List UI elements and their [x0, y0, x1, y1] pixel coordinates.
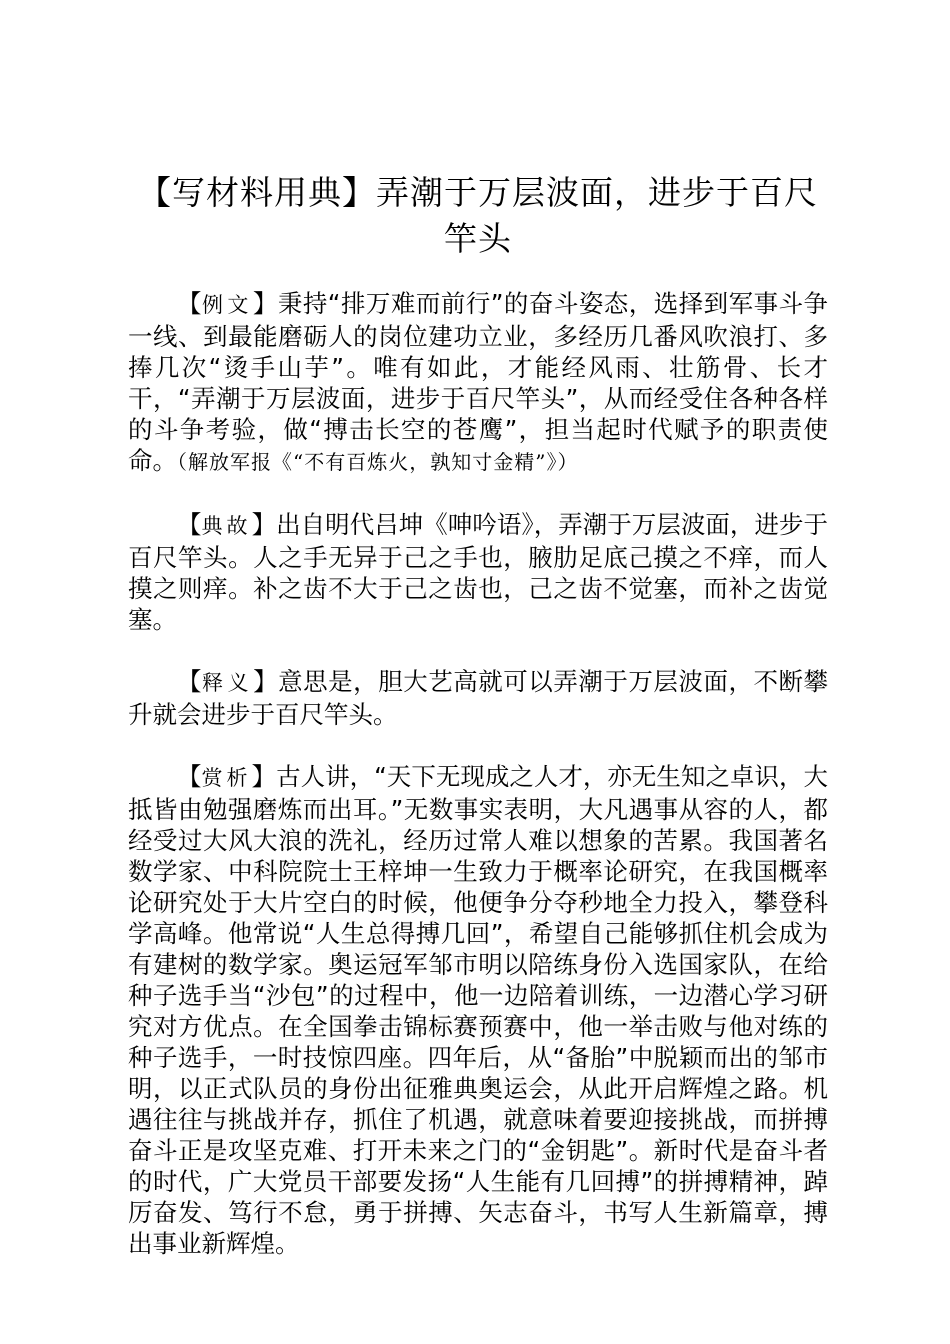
section-body-allusion: 出自明代吕坤《呻吟语》，弄潮于万层波面，进步于百尺竿头。人之手无异于己之手也，腋肋足底己摸之不痒，而人摸之则痒。补之齿不大于己之齿也，己之齿不觉塞，而补之齿觉塞。 [128, 510, 829, 634]
section-meaning [128, 666, 828, 730]
section-tag-example: 例文 [201, 293, 253, 317]
tag-close-bracket: 】 [251, 510, 277, 539]
section-source-citation: （解放军报《“不有百炼火，孰知寸金精”》） [177, 450, 579, 474]
section-tag-meaning: 释义 [202, 671, 254, 695]
section-example [128, 288, 828, 478]
section-body-meaning: 意思是，胆大艺高就可以弄潮于万层波面，不断攀升就会进步于百尺竿头。 [128, 667, 829, 729]
tag-open-bracket: 【 [177, 667, 203, 696]
section-appreciation [128, 761, 828, 1259]
document-title: 【写材料用典】弄潮于万层波面，进步于百尺竿头 [138, 173, 818, 258]
tag-open-bracket: 【 [177, 762, 202, 791]
section-tag-appreciation: 赏析 [201, 766, 252, 790]
section-tag-allusion: 典故 [201, 514, 252, 538]
tag-open-bracket: 【 [177, 289, 202, 318]
tag-close-bracket: 】 [252, 289, 278, 318]
tag-close-bracket: 】 [251, 762, 277, 791]
tag-close-bracket: 】 [253, 667, 279, 696]
section-body-appreciation: 古人讲，“天下无现成之人才，亦无生知之卓识，大抵皆由勉强磨炼而出耳。”无数事实表明，大凡遇事从容的人，都经受过大风大浪的洗礼，经历过常人难以想象的苦累。我国著名数学家、中科院院士王梓坤一生致力于概率论研究，在我国概率论研究处于大片空白的时候，他便争分夺秒地全力投入，攀登科学高峰。他常说“人生总得搏几回”，希望自己能够抓住机会成为有建树的数学家。奥运冠军邹市明以陪练身份入选国家队，在给种子选手当“沙包”的过程中，他一边陪着训练，一边潜心学习研究对方优点。在全国拳击锦标赛预赛中，他一举击败与他对练的种子选手，一时技惊四座。四年后，从“备胎”中脱颖而出的邹市明，以正式队员的身份出征雅典奥运会，从此开启辉煌之路。机遇往往与挑战并存，抓住了机遇，就意味着要迎接挑战，而拼搏奋斗正是攻坚克难、打开未来之门的“金钥匙”。新时代是奋斗者的时代，广大党员干部要发扬“人生能有几回搏”的拼搏精神，踔厉奋发、笃行不怠，勇于拼搏、矢志奋斗，书写人生新篇章，搏出事业新辉煌。 [128, 762, 829, 1258]
section-allusion [128, 509, 828, 635]
tag-open-bracket: 【 [177, 510, 202, 539]
section-body-example: 秉持“排万难而前行”的奋斗姿态，选择到军事斗争一线、到最能磨砺人的岗位建功立业，多经历几番风吹浪打、多捧几次“烫手山芋”。唯有如此，才能经风雨、壮筋骨、长才干，“弄潮于万层波面，进步于百尺竿头”，从而经受住各种各样的斗争考验，做“搏击长空的苍鹰”，担当起时代赋予的职责使命。 [128, 289, 829, 475]
document-page [128, 170, 828, 1259]
